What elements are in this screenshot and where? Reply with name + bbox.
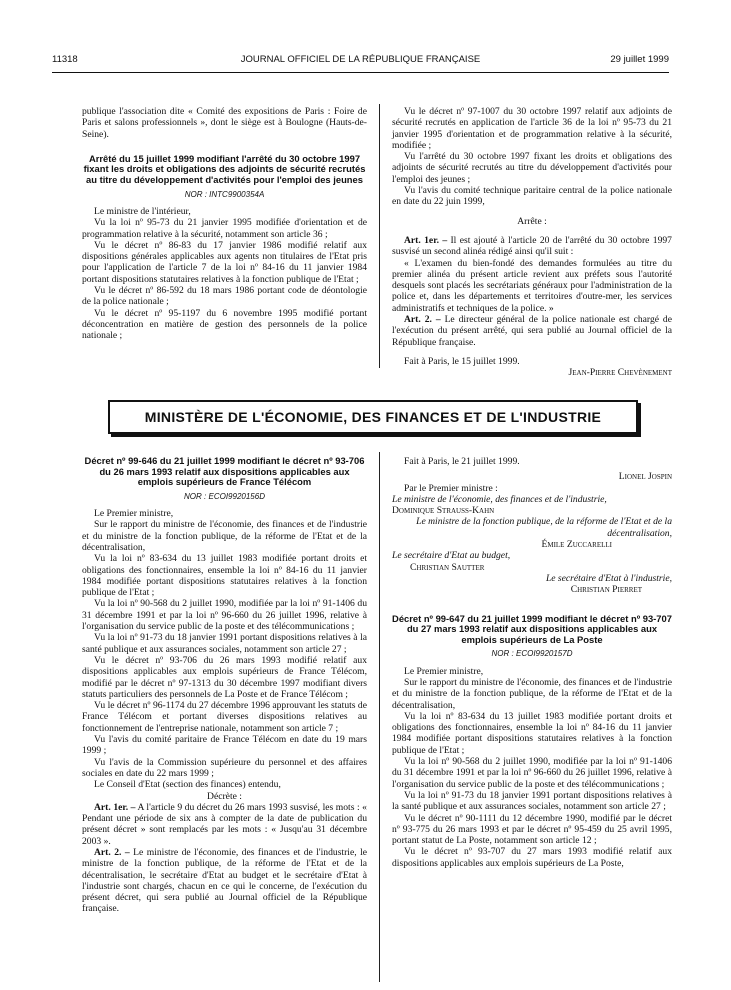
column-divider <box>379 104 380 368</box>
upper-right-column <box>392 106 672 379</box>
by-pm-line: Par le Premier ministre : <box>404 482 498 494</box>
paragraph: Sur le rapport du ministre de l'économie, des finances et de l'industrie et du ministre de la fonction publique, de la réforme de l'Etat et de la décentralisation, <box>82 519 367 553</box>
ministry-title: MINISTÈRE DE L'ÉCONOMIE, DES FINANCES ET DE L'INDUSTRIE <box>144 409 602 425</box>
paragraph: Vu le décret nº 97-1007 du 30 octobre 1997 relatif aux adjoints de sécurité recrutés en application de l'article 36 de la loi nº 95-73 du 21 janvier 1995 d'orientation et de programmation relative à la sécurité, modifiée ; <box>392 106 672 151</box>
ministry-banner <box>108 400 638 434</box>
nor-code: ECOI9920156D <box>208 491 265 501</box>
article-label: Art. 2. – <box>404 314 441 326</box>
paragraph: Vu la loi nº 90-568 du 2 juillet 1990, modifiée par la loi nº 91-1406 du 31 décembre 1991 et par la loi nº 96-660 du 26 juillet 1996, relative à l'organisation du service public de la poste et des télécommunications ; <box>392 756 672 790</box>
paragraph: Le Conseil d'Etat (section des finances) entendu, <box>94 779 281 791</box>
paragraph: Vu le décret nº 86-83 du 17 janvier 1986 modifié relatif aux dispositions générales applicables aux agents non titulaires de l'Etat pris pour l'application de l'article 7 de la loi nº 84-16 du 11 janvier 1984 portant dispositions statutaires relatives à la fonction publique de l'Etat ; <box>82 239 367 285</box>
signatory-pm: Lionel Jospin <box>618 471 672 483</box>
paragraph: Vu le décret nº 96-1174 du 27 décembre 1996 approuvant les statuts de France Télécom et portant diverses dispositions relatives au fonctionnement de l'entreprise nationale, notamment son article 7 ; <box>82 700 367 734</box>
paragraph: Vu la loi nº 95-73 du 21 janvier 1995 modifiée d'orientation et de programmation relative à la sécurité, notamment son article 36 ; <box>82 217 367 240</box>
article-2 <box>82 847 367 915</box>
header-rule <box>52 72 669 73</box>
nor-label: NOR : <box>184 491 207 501</box>
paragraph: Vu la loi nº 83-634 du 13 juillet 1983 modifiée portant droits et obligations des fonctionnaires, ensemble la loi nº 84-16 du 11 janvier 1984 modifiée portant dispositions statutaires relatives à la fonction publique de l'Etat ; <box>392 710 672 756</box>
paragraph: Vu l'avis du comité technique paritaire central de la police nationale en date du 22 juin 1999, <box>392 185 672 208</box>
paragraph: Le ministre de l'intérieur, <box>94 205 191 217</box>
article-1 <box>82 802 367 847</box>
upper-left-column <box>82 106 367 342</box>
paragraph: Vu le décret nº 93-706 du 26 mars 1993 modifié relatif aux dispositions applicables aux emplois supérieurs de France Télécom, modifié par le décret nº 97-1313 du 30 décembre 1997 modifiant divers statuts particuliers des personnels de La Poste et de France Télécom ; <box>82 654 367 700</box>
signing-place-date: Fait à Paris, le 21 juillet 1999. <box>404 456 520 467</box>
paragraph: Vu la loi nº 91-73 du 18 janvier 1991 portant dispositions relatives à la santé publique et aux assurances sociales, notamment son article 27 ; <box>82 632 367 655</box>
paragraph: Vu le décret nº 95-1197 du 6 novembre 1995 modifié portant déconcentration en matière de gestion des personnels de la police nationale ; <box>82 307 367 342</box>
minister-name: Dominique Strauss-Kahn <box>392 505 495 517</box>
article-text: Il est ajouté à l'article 20 de l'arrêté du 30 octobre 1997 susvisé un second alinéa rédigé ainsi qu'il suit : <box>392 234 672 258</box>
article-label: Art. 1er. – <box>404 234 448 246</box>
decret-title: Décret nº 99-646 du 21 juillet 1999 modifiant le décret nº 93-706 du 26 mars 1993 relatif aux dispositions applicables aux emplois supérieurs de France Télécom <box>84 455 365 488</box>
page-header <box>52 54 669 70</box>
article-label: Art. 1er. – <box>94 801 136 813</box>
nor-label: NOR : <box>184 189 207 199</box>
quoted-paragraph: « L'examen du bien-fondé des demandes formulées au titre du premier alinéa du présent article revient aux préfets sous l'autorité desquels sont placés les secrétariats généraux pour l'administration de la police et, dans les départements et territoires d'outre-mer, les services administratifs et techniques de la police. » <box>392 257 672 314</box>
paragraph: Vu le décret nº 90-1111 du 12 décembre 1990, modifié par le décret nº 93-775 du 26 mars 1993 et par le décret nº 95-459 du 25 avril 1995, portant statut de La Poste, notamment son article 12 ; <box>392 812 672 847</box>
secretary-name: Christian Sautter <box>410 561 485 573</box>
nor-reference <box>82 491 367 502</box>
minister-title: Le ministre de la fonction publique, de la réforme de l'Etat et de la décentralisation, <box>416 516 672 539</box>
decret-title: Décret nº 99-647 du 21 juillet 1999 modifiant le décret nº 93-707 du 27 mars 1993 relatif aux dispositions applicables aux emplois supérieurs de La Poste <box>392 612 672 645</box>
paragraph: Vu le décret nº 86-592 du 18 mars 1986 portant code de déontologie de la police nationale ; <box>82 285 367 308</box>
paragraph: Le Premier ministre, <box>404 665 484 677</box>
page-number: 11318 <box>52 54 78 65</box>
signatory: Jean-Pierre Chevènement <box>568 367 672 379</box>
nor-code: INTC9900354A <box>209 189 265 199</box>
journal-title: JOURNAL OFFICIEL DE LA RÉPUBLIQUE FRANÇAISE <box>240 54 481 65</box>
column-divider <box>379 452 380 982</box>
secretary-title: Le secrétaire d'Etat au budget, <box>392 550 511 562</box>
paragraph: Le Premier ministre, <box>94 508 174 520</box>
secretary-name: Christian Pierret <box>570 584 642 596</box>
article-label: Art. 2. – <box>94 846 130 858</box>
minister-title: Le ministre de l'économie, des finances et de l'industrie, <box>392 493 607 505</box>
article-1 <box>392 235 672 258</box>
paragraph: Vu l'arrêté du 30 octobre 1997 fixant les droits et obligations des adjoints de sécurité recrutés au titre du développement d'activités pour l'emploi des jeunes ; <box>392 151 672 185</box>
arrete-title: Arrêté du 15 juillet 1999 modifiant l'arrêté du 30 octobre 1997 fixant les droits et obligations des adjoints de sécurité recrutés au titre du développement d'activités pour l'emploi des jeunes <box>83 152 366 186</box>
nor-label: NOR : <box>491 649 514 659</box>
decrete-heading: Décrète : <box>207 790 242 802</box>
paragraph: Vu la loi nº 91-73 du 18 janvier 1991 portant dispositions relatives à la santé publique et aux assurances sociales, notamment son article 27 ; <box>392 789 672 813</box>
nor-reference <box>82 189 367 200</box>
intro-paragraph: publique l'association dite « Comité des expositions de Paris : Foire de Paris et salons professionnels », dont le siège est à Boulogne (Hauts-de-Seine). <box>82 106 367 140</box>
secretary-title: Le secrétaire d'Etat à l'industrie, <box>545 572 672 584</box>
arrete-heading: Arrête : <box>517 215 547 227</box>
publication-date: 29 juillet 1999 <box>610 54 669 65</box>
paragraph: Vu la loi nº 83-634 du 13 juillet 1983 modifiée portant droits et obligations des fonctionnaires, ensemble la loi nº 84-16 du 11 janvier 1984 modifiée portant dispositions statutaires relatives à la fonction publique de l'Etat ; <box>82 553 367 599</box>
paragraph: Vu la loi nº 90-568 du 2 juillet 1990, modifiée par la loi nº 91-1406 du 31 décembre 1991 et par la loi nº 96-660 du 26 juillet 1996, relative à l'organisation du service public de la poste et des télécommunications ; <box>82 598 367 633</box>
lower-right-column <box>392 456 672 869</box>
article-2 <box>392 314 672 348</box>
nor-code: ECOI9920157D <box>515 649 573 659</box>
article-text: Le ministre de l'économie, des finances et de l'industrie, le ministre de la fonction publique, de la réforme de l'Etat et de la décentralisation, le secrétaire d'Etat au budget et le secrétaire d'Etat à l'industrie sont chargés, chacun en ce qui le concerne, de l'exécution du présent décret, qui sera publié au Journal officiel de la République française. <box>82 846 367 915</box>
article-text: A l'article 9 du décret du 26 mars 1993 susvisé, les mots : « Pendant une période de six ans à compter de la date de publication du présent décret » sont remplacés par les mots : « Jusqu'au 31 décembre 2003 ». <box>82 801 367 847</box>
lower-left-column <box>82 456 367 915</box>
article-text: Le directeur général de la police nationale est chargé de l'exécution du présent arrêté, qui sera publié au Journal officiel de la République française. <box>392 314 672 348</box>
minister-name: Émile Zuccarelli <box>541 539 612 551</box>
paragraph: Vu l'avis de la Commission supérieure du personnel et des affaires sociales en date du 22 mars 1999 ; <box>82 756 367 779</box>
signing-place-date: Fait à Paris, le 15 juillet 1999. <box>404 355 520 367</box>
paragraph: Vu le décret nº 93-707 du 27 mars 1993 modifié relatif aux dispositions applicables aux emplois supérieurs de La Poste, <box>392 846 672 869</box>
paragraph: Sur le rapport du ministre de l'économie, des finances et de l'industrie et du ministre de la fonction publique, de la réforme de l'Etat et de la décentralisation, <box>392 676 672 711</box>
paragraph: Vu l'avis du comité paritaire de France Télécom en date du 19 mars 1999 ; <box>82 734 367 757</box>
nor-reference <box>392 648 672 659</box>
